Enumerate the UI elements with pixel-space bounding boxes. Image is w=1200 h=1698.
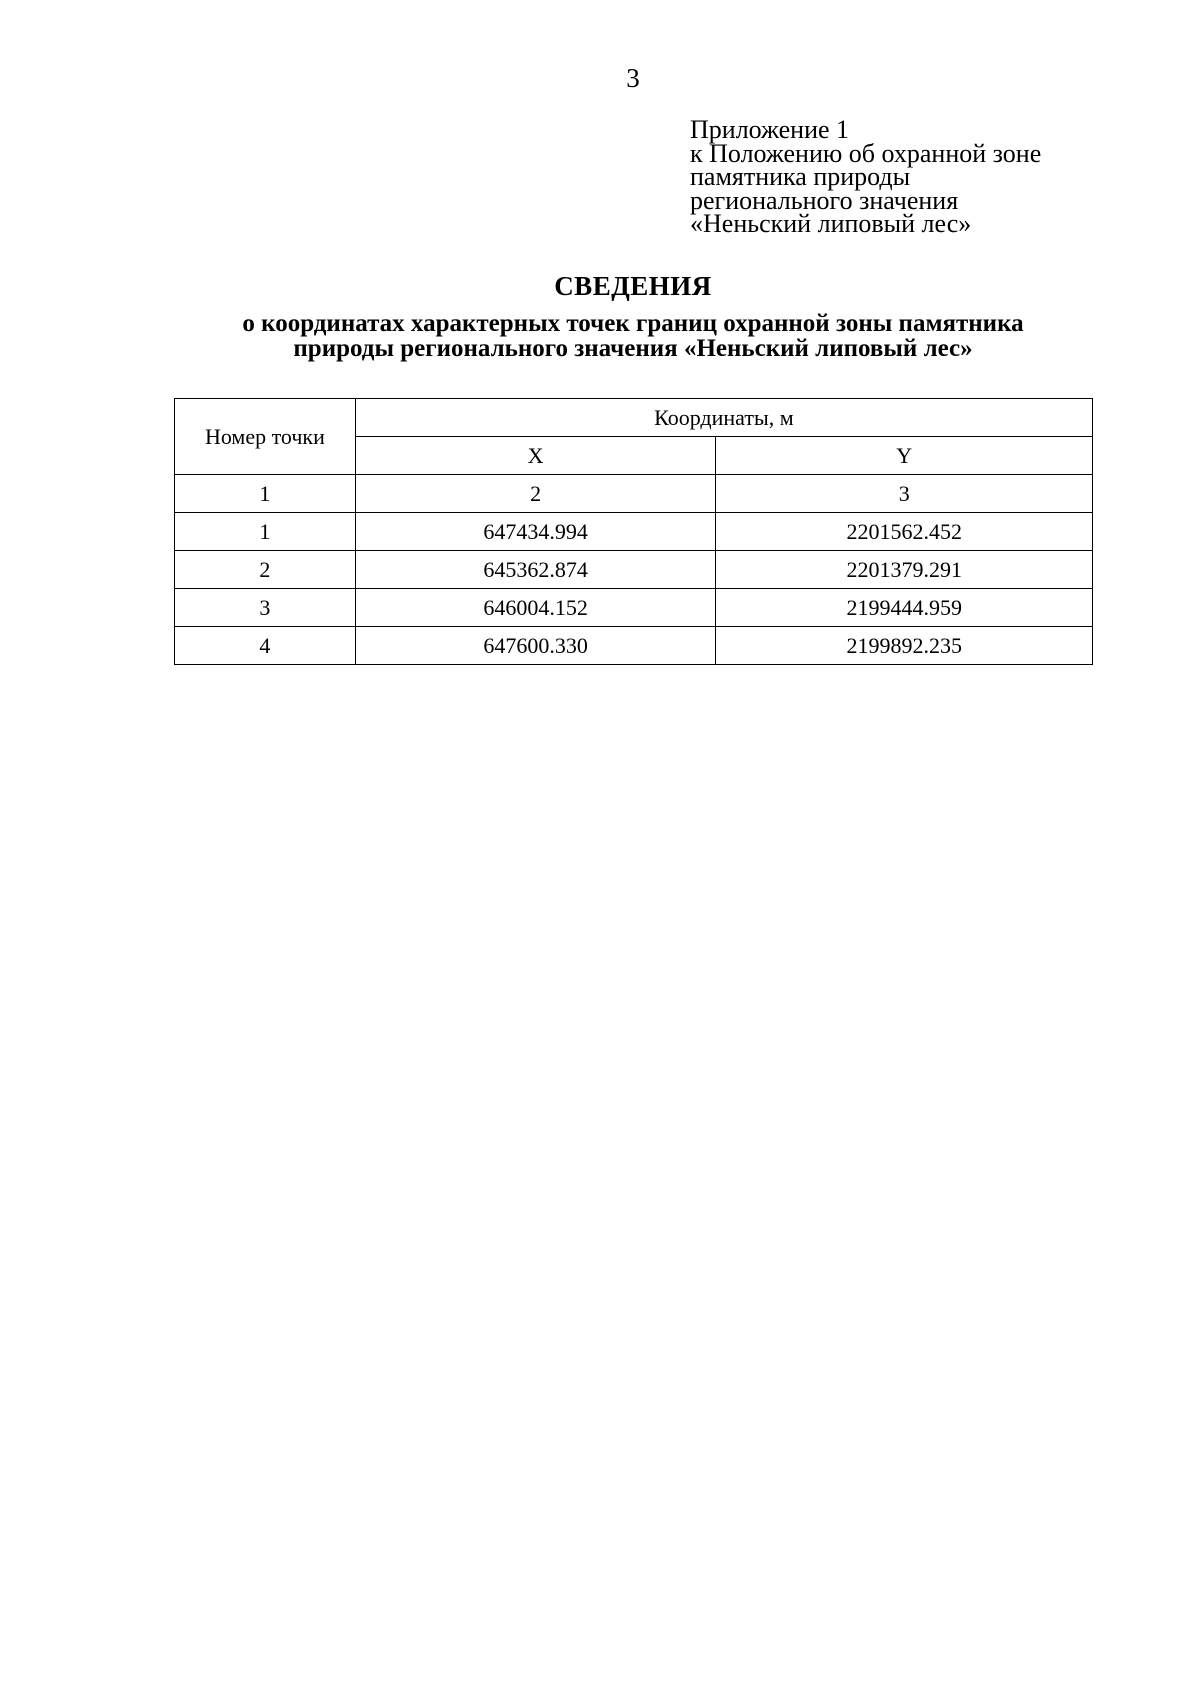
y-cell: 2201562.452 — [716, 513, 1093, 551]
y-cell: 2199892.235 — [716, 627, 1093, 665]
y-cell: 2199444.959 — [716, 589, 1093, 627]
column-number: 1 — [175, 475, 356, 513]
column-number: 3 — [716, 475, 1093, 513]
table-row — [175, 589, 1093, 627]
x-cell: 645362.874 — [355, 551, 716, 589]
appendix-line: к Положению об охранной зоне — [690, 138, 1042, 168]
y-cell: 2201379.291 — [716, 551, 1093, 589]
column-number: 2 — [355, 475, 716, 513]
column-number-row — [175, 475, 1093, 513]
header-y: Y — [716, 437, 1093, 475]
header-x: X — [355, 437, 716, 475]
document-title: СВЕДЕНИЯ — [554, 271, 712, 301]
point-number-cell: 1 — [175, 513, 356, 551]
point-number-cell: 4 — [175, 627, 356, 665]
appendix-line: Приложение 1 — [690, 115, 850, 144]
subtitle-line: природы регионального значения «Неньский липовый лес» — [293, 335, 973, 362]
point-number-cell: 2 — [175, 551, 356, 589]
x-cell: 647434.994 — [355, 513, 716, 551]
document-subtitle — [0, 311, 1200, 361]
header-coordinates: Координаты, м — [355, 399, 1092, 437]
x-cell: 647600.330 — [355, 627, 716, 665]
table-row — [175, 551, 1093, 589]
table-row — [175, 513, 1093, 551]
table-header-row — [175, 399, 1093, 437]
header-point-number: Номер точки — [175, 399, 356, 475]
point-number-cell: 3 — [175, 589, 356, 627]
coordinates-table — [174, 398, 1093, 665]
x-cell: 646004.152 — [355, 589, 716, 627]
subtitle-line: о координатах характерных точек границ охранной зоны памятника — [242, 310, 1024, 337]
appendix-line: регионального значения — [690, 185, 959, 215]
appendix-line: памятника природы — [690, 162, 911, 191]
appendix-line: «Неньский липовый лес» — [690, 209, 972, 238]
page-number: 3 — [626, 63, 640, 93]
appendix-note — [690, 115, 1042, 238]
table-row — [175, 627, 1093, 665]
